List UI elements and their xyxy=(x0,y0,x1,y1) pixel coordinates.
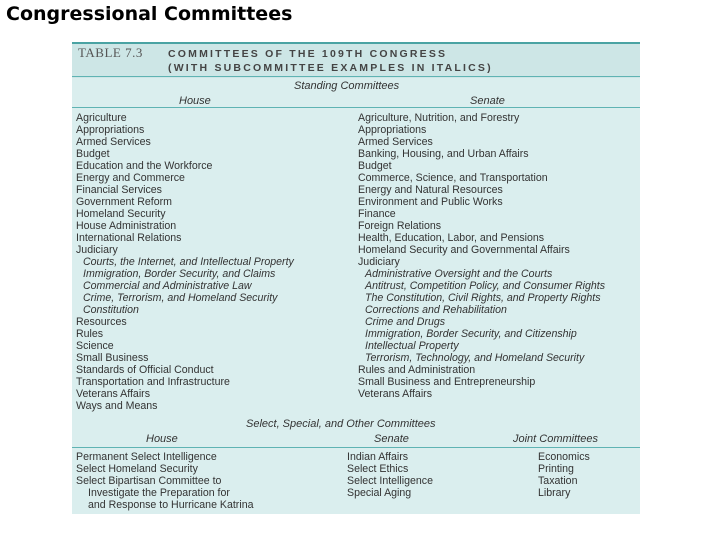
house-committee-item: Education and the Workforce xyxy=(76,160,213,172)
standing-committees-heading: Standing Committees xyxy=(294,80,400,92)
senate-select-committee-item: Select Ethics xyxy=(347,463,409,475)
senate-committee-item: Health, Education, Labor, and Pensions xyxy=(358,232,545,244)
senate-committee-item: Judiciary xyxy=(358,256,400,268)
senate-committee-item: Rules and Administration xyxy=(358,364,476,376)
house-committee-item: Science xyxy=(76,340,114,352)
senate-committee-item: Commerce, Science, and Transportation xyxy=(358,172,548,184)
senate-committee-item: Intellectual Property xyxy=(365,340,459,352)
house-committee-item: Financial Services xyxy=(76,184,162,196)
house-committee-item: Standards of Official Conduct xyxy=(76,364,214,376)
house-committee-item: Agriculture xyxy=(76,112,127,124)
house-committee-item: Homeland Security xyxy=(76,208,166,220)
standing-house-list xyxy=(76,112,294,412)
house-committee-item: Crime, Terrorism, and Homeland Security xyxy=(83,292,278,304)
house-committee-item: Transportation and Infrastructure xyxy=(76,376,230,388)
senate-committee-item: Veterans Affairs xyxy=(358,388,433,400)
select-house-header: House xyxy=(146,433,178,445)
table-title-line-2: (WITH SUBCOMMITTEE EXAMPLES IN ITALICS) xyxy=(168,62,493,74)
house-committee-item: Constitution xyxy=(83,304,139,316)
house-committee-item: International Relations xyxy=(76,232,182,244)
senate-committee-item: Appropriations xyxy=(358,124,427,136)
house-select-committee-item: and Response to Hurricane Katrina xyxy=(88,499,254,511)
house-committee-item: Ways and Means xyxy=(76,400,158,412)
standing-senate-list xyxy=(358,112,605,400)
table-header xyxy=(72,42,640,78)
senate-committee-item: Immigration, Border Security, and Citizenship xyxy=(365,328,577,340)
divider xyxy=(72,107,640,108)
table-number: TABLE 7.3 xyxy=(78,45,143,60)
select-house-list xyxy=(76,451,253,511)
senate-committee-item: Environment and Public Works xyxy=(358,196,503,208)
joint-committee-item: Economics xyxy=(538,451,590,463)
house-committee-item: Judiciary xyxy=(76,244,118,256)
house-select-committee-item: Select Homeland Security xyxy=(76,463,198,475)
house-committee-item: Small Business xyxy=(76,352,149,364)
joint-committees-list xyxy=(538,451,590,499)
senate-committee-item: Finance xyxy=(358,208,396,220)
senate-committee-item: Small Business and Entrepreneurship xyxy=(358,376,536,388)
senate-committee-item: Energy and Natural Resources xyxy=(358,184,503,196)
senate-select-committee-item: Select Intelligence xyxy=(347,475,433,487)
senate-committee-item: The Constitution, Civil Rights, and Property Rights xyxy=(365,292,601,304)
house-committee-item: Energy and Commerce xyxy=(76,172,185,184)
house-select-committee-item: Investigate the Preparation for xyxy=(88,487,230,499)
house-select-committee-item: Select Bipartisan Committee to xyxy=(76,475,222,487)
joint-committee-item: Printing xyxy=(538,463,574,475)
house-committee-item: Appropriations xyxy=(76,124,145,136)
standing-house-header: House xyxy=(179,95,211,107)
house-committee-item: Budget xyxy=(76,148,110,160)
house-committee-item: Commercial and Administrative Law xyxy=(83,280,252,292)
table-title-line-1: COMMITTEES OF THE 109TH CONGRESS xyxy=(168,48,448,60)
house-select-committee-item: Permanent Select Intelligence xyxy=(76,451,217,463)
house-committee-item: Courts, the Internet, and Intellectual Property xyxy=(83,256,294,268)
house-committee-item: Government Reform xyxy=(76,196,172,208)
senate-committee-item: Terrorism, Technology, and Homeland Security xyxy=(365,352,585,364)
senate-committee-item: Crime and Drugs xyxy=(365,316,446,328)
divider xyxy=(72,447,640,448)
page-title: Congressional Committees xyxy=(6,3,293,25)
senate-select-committee-item: Special Aging xyxy=(347,487,412,499)
house-committee-item: Rules xyxy=(76,328,104,340)
select-senate-header: Senate xyxy=(374,433,409,445)
senate-select-committee-item: Indian Affairs xyxy=(347,451,409,463)
standing-senate-header: Senate xyxy=(470,95,505,107)
joint-committee-item: Taxation xyxy=(538,475,578,487)
senate-committee-item: Antitrust, Competition Policy, and Consumer Rights xyxy=(365,280,606,292)
senate-committee-item: Administrative Oversight and the Courts xyxy=(365,268,553,280)
table-title xyxy=(168,47,628,75)
senate-committee-item: Corrections and Rehabilitation xyxy=(365,304,507,316)
senate-committee-item: Budget xyxy=(358,160,392,172)
committees-table xyxy=(72,42,640,514)
select-senate-list xyxy=(347,451,433,499)
senate-committee-item: Armed Services xyxy=(358,136,433,148)
divider xyxy=(72,76,640,77)
senate-committee-item: Homeland Security and Governmental Affairs xyxy=(358,244,570,256)
house-committee-item: House Administration xyxy=(76,220,177,232)
joint-committee-item: Library xyxy=(538,487,571,499)
house-committee-item: Armed Services xyxy=(76,136,151,148)
senate-committee-item: Banking, Housing, and Urban Affairs xyxy=(358,148,529,160)
senate-committee-item: Agriculture, Nutrition, and Forestry xyxy=(358,112,520,124)
house-committee-item: Resources xyxy=(76,316,127,328)
house-committee-item: Veterans Affairs xyxy=(76,388,151,400)
joint-committees-header: Joint Committees xyxy=(513,433,598,445)
house-committee-item: Immigration, Border Security, and Claims xyxy=(83,268,276,280)
senate-committee-item: Foreign Relations xyxy=(358,220,442,232)
select-committees-heading: Select, Special, and Other Committees xyxy=(246,418,436,430)
